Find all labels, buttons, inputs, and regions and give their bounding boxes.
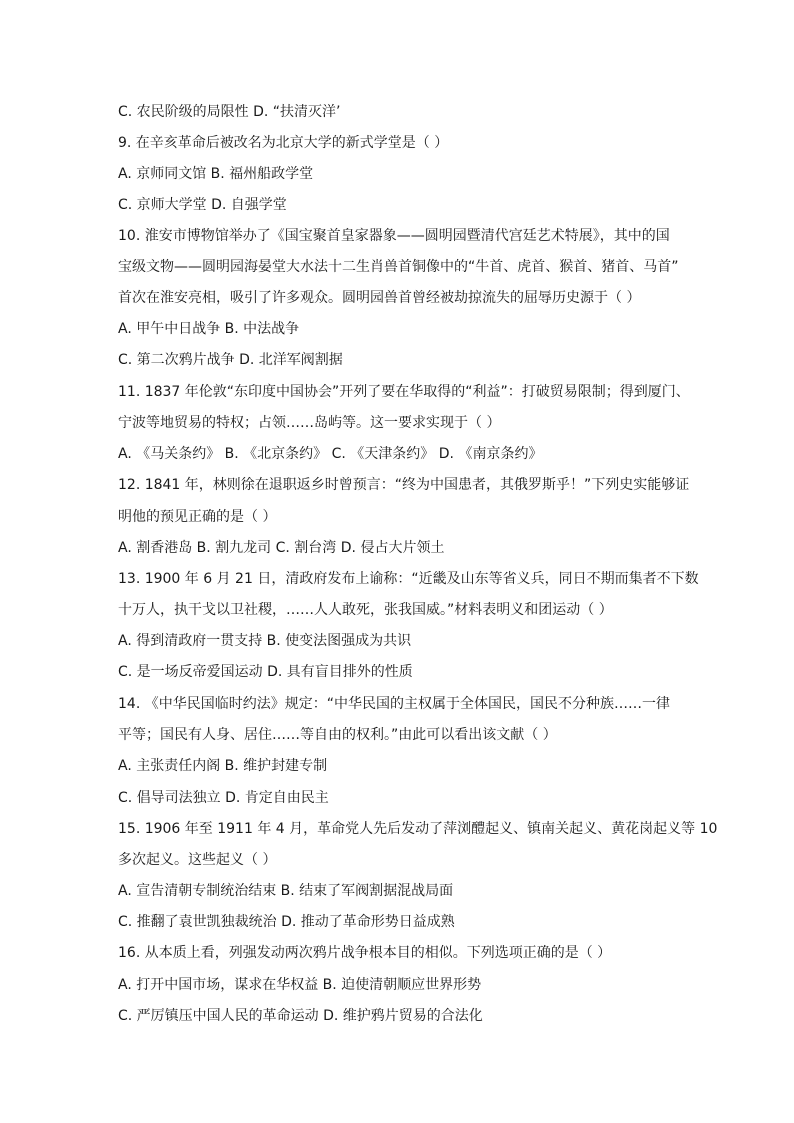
q13-options-cd: C. 是一场反帝爱国运动 D. 具有盲目排外的性质	[118, 664, 413, 680]
q10-stem-line3: 首次在淮安亮相，吸引了许多观众。圆明园兽首曾经被劫掠流失的屈辱历史源于（ ）	[118, 290, 641, 306]
q9-stem: 9. 在辛亥革命后被改名为北京大学的新式学堂是（ ）	[118, 135, 449, 151]
q10-options-cd: C. 第二次鸦片战争 D. 北洋军阀割据	[118, 352, 343, 368]
q8-options-cd: C. 农民阶级的局限性 D. “扶清灭洋’	[118, 104, 341, 120]
q10-stem-line1: 10. 淮安市博物馆举办了《国宝聚首皇家器象——圆明园暨清代宫廷艺术特展》，其中的国	[118, 228, 670, 244]
q14-options-ab: A. 主张责任内阁 B. 维护封建专制	[118, 758, 328, 774]
q12-options: A. 割香港岛 B. 割九龙司 C. 割台湾 D. 侵占大片领土	[118, 540, 445, 556]
q11-stem-line1: 11. 1837 年伦敦“东印度中国协会”开列了要在华取得的“利益”：打破贸易限制；得到厦门、	[118, 384, 690, 400]
q9-options-cd: C. 京师大学堂 D. 自强学堂	[118, 197, 287, 213]
q12-stem-line1: 12. 1841 年，林则徐在退职返乡时曾预言：“终为中国患者，其俄罗斯乎！”下列史实能够证	[118, 477, 690, 493]
q12-stem-line2: 明他的预见正确的是（ ）	[118, 509, 277, 525]
q14-options-cd: C. 倡导司法独立 D. 肯定自由民主	[118, 790, 329, 806]
q13-stem-line1: 13. 1900 年 6 月 21 日，清政府发布上谕称：“近畿及山东等省义兵，同日不期而集者不下数	[118, 571, 699, 587]
q16-options-cd: C. 严厉镇压中国人民的革命运动 D. 维护鸦片贸易的合法化	[118, 1008, 483, 1024]
q15-options-cd: C. 推翻了袁世凯独裁统治 D. 推动了革命形势日益成熟	[118, 914, 455, 930]
q15-stem-line2: 多次起义。这些起义（ ）	[118, 852, 277, 868]
q10-options-ab: A. 甲午中日战争 B. 中法战争	[118, 321, 300, 337]
q14-stem-line2: 平等；国民有人身、居住……等自由的权利。”由此可以看出该文献（ ）	[118, 727, 557, 743]
q11-stem-line2: 宁波等地贸易的特权；占领……岛屿等。这一要求实现于（ ）	[118, 415, 501, 431]
q9-options-ab: A. 京师同文馆 B. 福州船政学堂	[118, 166, 314, 182]
q13-stem-line2: 十万人，执干戈以卫社稷，……人人敢死，张我国威。”材料表明义和团运动（ ）	[118, 602, 613, 618]
q16-stem: 16. 从本质上看，列强发动两次鸦片战争根本目的相似。下列选项正确的是（ ）	[118, 945, 612, 961]
q15-stem-line1: 15. 1906 年至 1911 年 4 月，革命党人先后发动了萍浏醴起义、镇南关起义、黄花岗起义等 10	[118, 821, 718, 837]
q15-options-ab: A. 宣告清朝专制统治结束 B. 结束了军阀割据混战局面	[118, 883, 454, 899]
q16-options-ab: A. 打开中国市场，谋求在华权益 B. 迫使清朝顺应世界形势	[118, 977, 482, 993]
q10-stem-line2: 宝级文物——圆明园海晏堂大水法十二生肖兽首铜像中的“牛首、虎首、猴首、猪首、马首”	[118, 259, 679, 275]
q11-options: A. 《马关条约》 B. 《北京条约》 C. 《天津条约》 D. 《南京条约》	[118, 446, 543, 462]
q14-stem-line1: 14. 《中华民国临时约法》规定：“中华民国的主权属于全体国民，国民不分种族……一律	[118, 696, 670, 712]
q13-options-ab: A. 得到清政府一贯支持 B. 使变法图强成为共识	[118, 633, 412, 649]
